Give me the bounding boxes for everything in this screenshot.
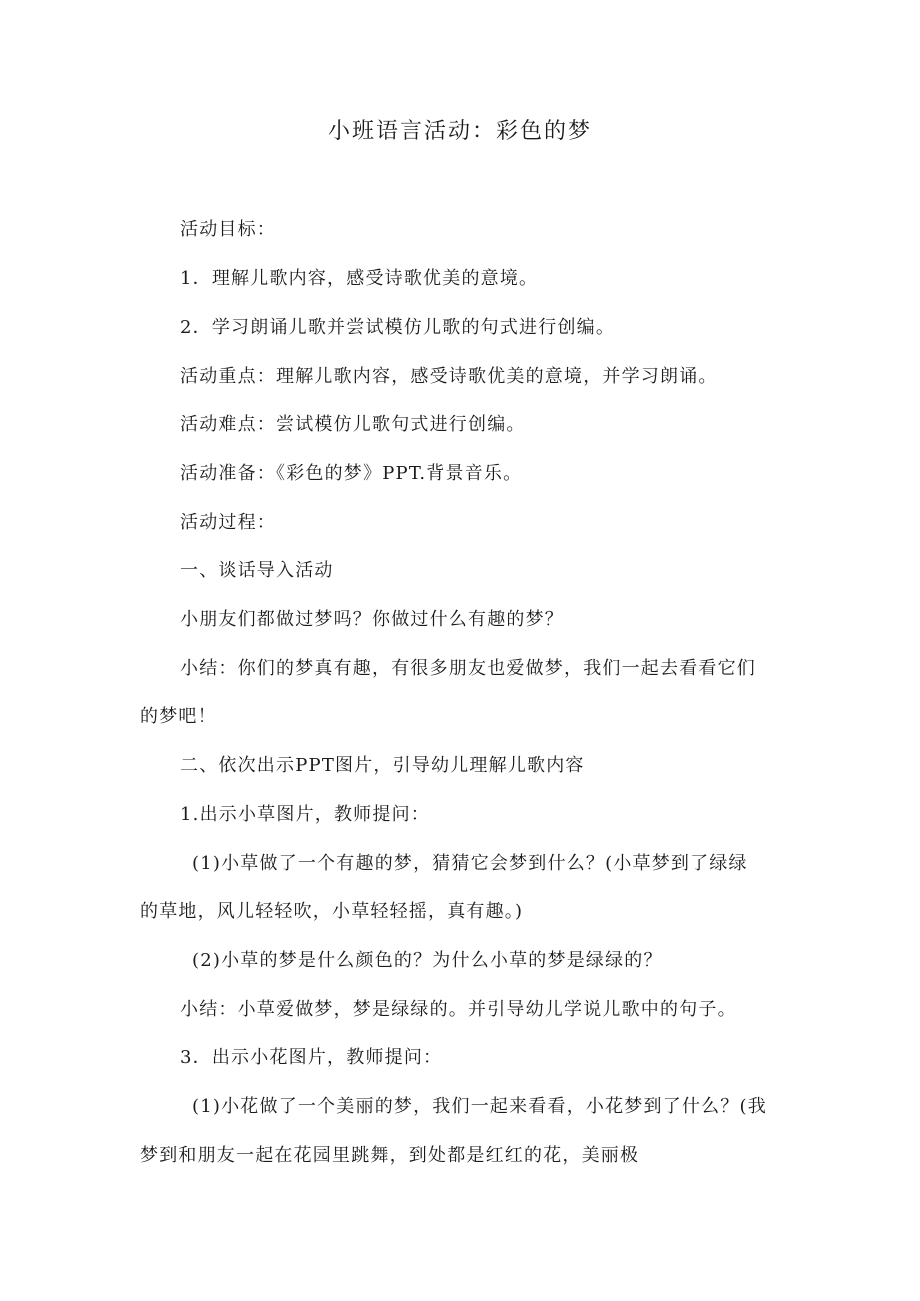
preparation: 活动准备：《彩色的梦》PPT.背景音乐。 — [180, 463, 523, 484]
step-heading-2: 二、依次出示PPT图片，引导幼儿理解儿歌内容 — [180, 755, 585, 776]
step-heading-1: 一、谈话导入活动 — [180, 560, 334, 581]
goal-item-2: 2．学习朗诵儿歌并尝试模仿儿歌的句式进行创编。 — [180, 317, 616, 338]
section-heading-goals: 活动目标： — [180, 219, 276, 240]
sub-step-1: 1.出示小草图片，教师提问： — [180, 804, 430, 825]
summary-paragraph: 小结：你们的梦真有趣，有很多朋友也爱做梦，我们一起去看看它们 — [180, 658, 756, 679]
summary-grass: 小结：小草爱做梦，梦是绿绿的。并引导幼儿学说儿歌中的句子。 — [180, 999, 737, 1020]
sub-step-3: 3．出示小花图片，教师提问： — [180, 1047, 443, 1068]
question-1-continuation: 的草地，风儿轻轻吹，小草轻轻摇，真有趣。) — [140, 901, 524, 922]
summary-continuation: 的梦吧！ — [140, 706, 217, 727]
question-flower-continuation: 梦到和朋友一起在花园里跳舞，到处都是红红的花，美丽极 — [140, 1145, 640, 1166]
key-point: 活动重点：理解儿歌内容，感受诗歌优美的意境，并学习朗诵。 — [180, 366, 718, 387]
goal-item-1: 1．理解儿歌内容，感受诗歌优美的意境。 — [180, 268, 539, 289]
question-2: (2)小草的梦是什么颜色的？为什么小草的梦是绿绿的？ — [192, 950, 663, 971]
question-flower: (1)小花做了一个美丽的梦，我们一起来看看，小花梦到了什么？(我 — [192, 1096, 767, 1117]
difficulty: 活动难点：尝试模仿儿歌句式进行创编。 — [180, 414, 526, 435]
document-title: 小班语言活动：彩色的梦 — [327, 119, 592, 144]
question-1: (1)小草做了一个有趣的梦，猜猜它会梦到什么？(小草梦到了绿绿 — [192, 853, 748, 874]
section-heading-process: 活动过程： — [180, 512, 276, 533]
paragraph: 小朋友们都做过梦吗？你做过什么有趣的梦？ — [180, 609, 564, 630]
